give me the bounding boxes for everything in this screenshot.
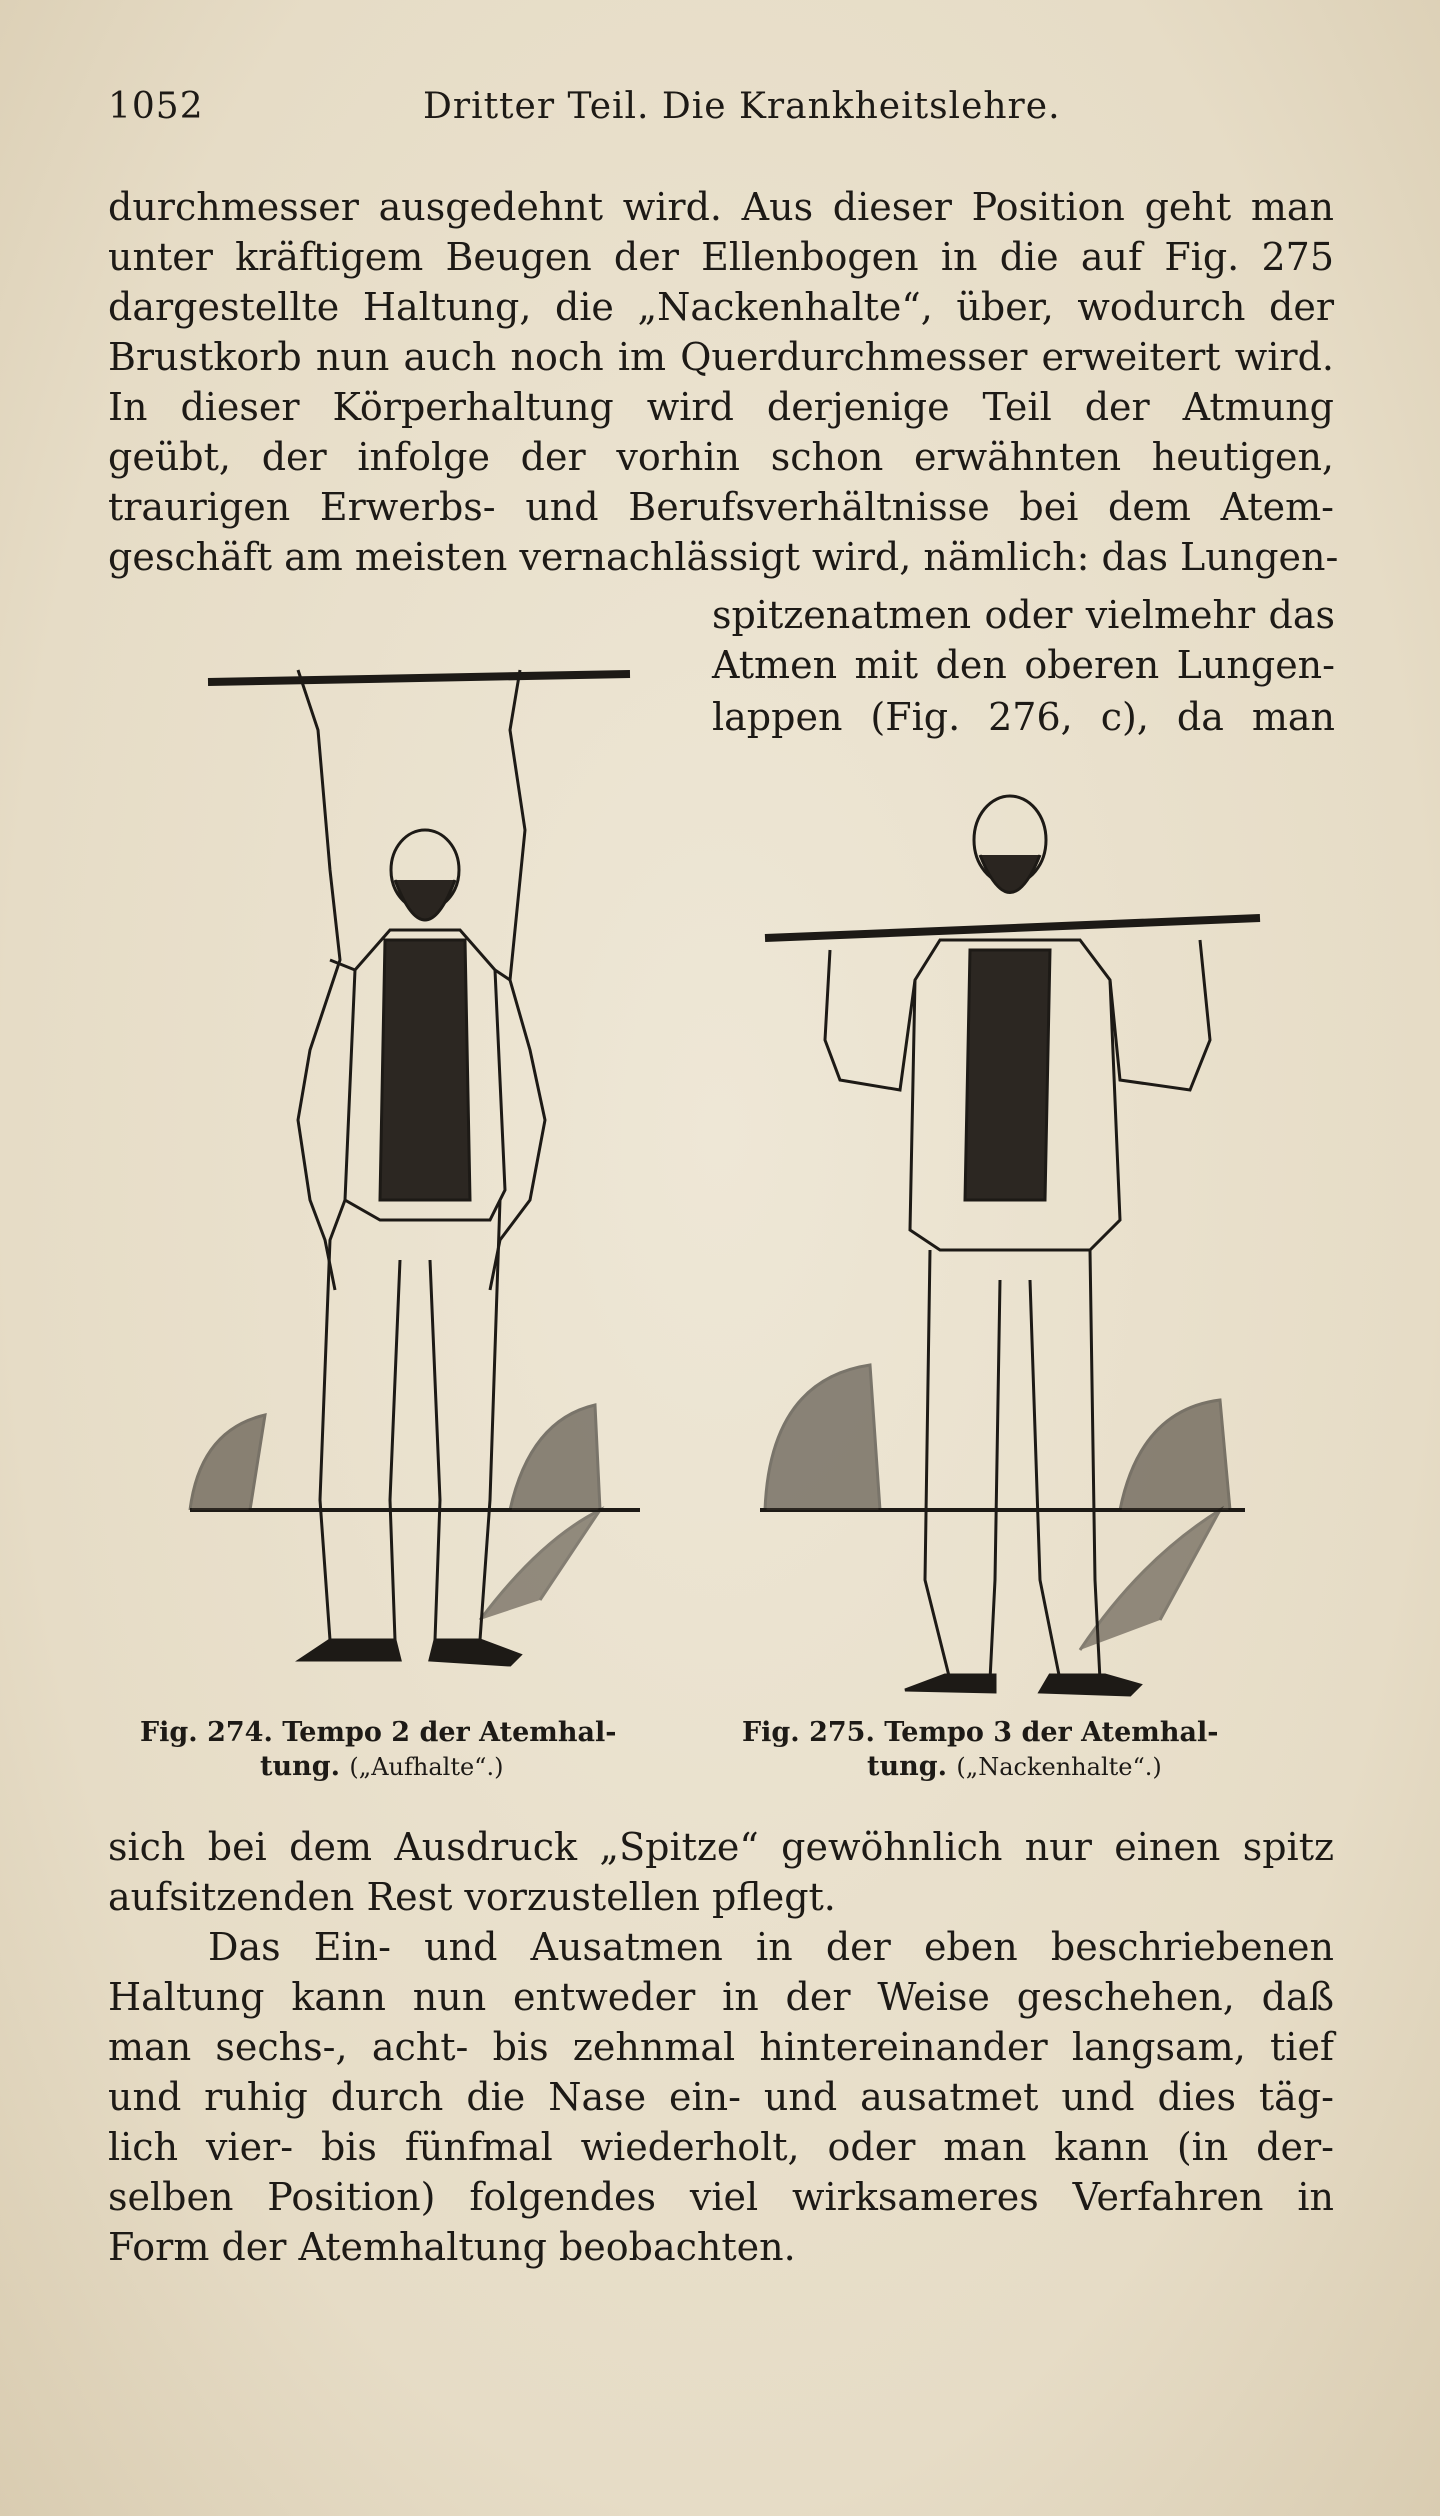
figure-274-title: Tempo 2 der Atemhal-: [282, 1717, 617, 1748]
figure-274-caption: [140, 1716, 616, 1784]
figure-275-title-cont: tung.: [867, 1751, 948, 1782]
figure-275-caption: [742, 1716, 1218, 1784]
text-line: geübt, der infolge der vorhin schon erwähnten heutigen,: [108, 435, 1334, 479]
figure-275-label: Fig. 275.: [742, 1717, 875, 1748]
figure-274-illustration: [180, 640, 660, 1700]
figure-274-title-cont: tung.: [260, 1751, 341, 1782]
page-number: 1052: [108, 86, 204, 127]
text-line: Form der Atemhaltung beobachten.: [108, 2225, 796, 2269]
figure-275-illustration: [740, 780, 1280, 1710]
text-line: dargestellte Haltung, die „Nackenhalte“, über, wodurch der: [108, 285, 1334, 329]
running-title: Dritter Teil. Die Krankheitslehre.: [423, 86, 1061, 127]
text-line: Das Ein- und Ausatmen in der eben beschriebenen: [208, 1925, 1334, 1969]
text-line: traurigen Erwerbs- und Berufsverhältnisse bei dem Atem-: [108, 485, 1334, 529]
text-line: lappen (Fig. 276, c), da man: [712, 695, 1335, 739]
text-line: Atmen mit den oberen Lungen-: [712, 643, 1335, 687]
text-line: sich bei dem Ausdruck „Spitze“ gewöhnlich nur einen spitz: [108, 1825, 1334, 1869]
text-line: spitzenatmen oder vielmehr das: [712, 593, 1335, 637]
text-line: selben Position) folgendes viel wirksameres Verfahren in: [108, 2175, 1334, 2219]
page-header: [108, 86, 1340, 146]
figure-275-subtitle: („Nackenhalte“.): [956, 1753, 1162, 1781]
text-line: geschäft am meisten vernachlässigt wird, nämlich: das Lungen-: [108, 535, 1339, 579]
text-line: man sechs-, acht- bis zehnmal hintereinander langsam, tief: [108, 2025, 1334, 2069]
text-line: aufsitzenden Rest vorzustellen pflegt.: [108, 1875, 836, 1919]
figure-274-subtitle: („Aufhalte“.): [349, 1753, 504, 1781]
text-line: unter kräftigem Beugen der Ellenbogen in die auf Fig. 275: [108, 235, 1334, 279]
text-line: durchmesser ausgedehnt wird. Aus dieser Position geht man: [108, 185, 1334, 229]
figure-275-title: Tempo 3 der Atemhal-: [884, 1717, 1219, 1748]
text-line: Haltung kann nun entweder in der Weise geschehen, daß: [108, 1975, 1334, 2019]
figure-274-label: Fig. 274.: [140, 1717, 273, 1748]
text-line: Brustkorb nun auch noch im Querdurchmesser erweitert wird.: [108, 335, 1334, 379]
text-line: lich vier- bis fünfmal wiederholt, oder man kann (in der-: [108, 2125, 1334, 2169]
text-line: In dieser Körperhaltung wird derjenige Teil der Atmung: [108, 385, 1334, 429]
text-line: und ruhig durch die Nase ein- und ausatmet und dies täg-: [108, 2075, 1334, 2119]
